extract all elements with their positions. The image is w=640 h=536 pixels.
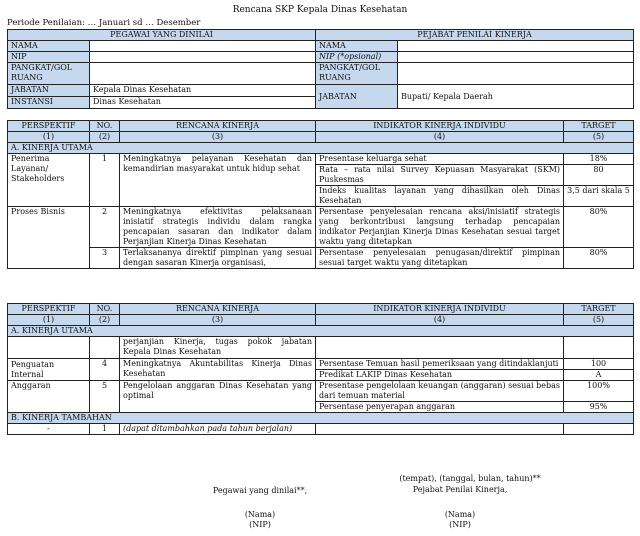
col-num: (5) — [564, 315, 634, 326]
periode-penilaian: Periode Penilaian: … Januari sd … Desember — [7, 18, 201, 28]
indikator-cell — [316, 337, 564, 359]
indikator-cell: Predikat LAKIP Dinas Kesehatan — [316, 370, 564, 381]
target-cell: 80% — [564, 248, 634, 269]
col-target: TARGET — [564, 121, 634, 132]
pejabat-signature-title: Pejabat Penilai Kinerja, — [412, 485, 508, 494]
section-kinerja-utama: A. KINERJA UTAMA — [8, 143, 634, 154]
pejabat-nip-field[interactable] — [398, 52, 634, 63]
identity-table — [7, 29, 634, 109]
pegawai-nama-placeholder: (Nama) — [244, 510, 276, 519]
rencana-cell: Terlaksananya direktif pimpinan yang sesuai dengan sasaran Kinerja organisasi, — [120, 248, 316, 269]
rencana-cell: (dapat ditambahkan pada tahun berjalan) — [120, 424, 316, 435]
perspektif-cell: Anggaran — [8, 381, 90, 413]
row-no: 5 — [90, 381, 120, 413]
col-rencana: RENCANA KINERJA — [120, 121, 316, 132]
col-num: (4) — [316, 132, 564, 143]
pegawai-nip-label: NIP — [8, 52, 90, 63]
indikator-cell: Presentase keluarga sehat — [316, 154, 564, 165]
col-perspektif: PERSPEKTIF — [8, 304, 90, 315]
kinerja-table-2 — [7, 303, 634, 435]
col-num: (3) — [120, 132, 316, 143]
pegawai-jabatan-value: Kepala Dinas Kesehatan — [90, 85, 316, 97]
pegawai-nip-field[interactable] — [90, 52, 316, 63]
pegawai-nip-placeholder: (NIP) — [249, 520, 271, 529]
indikator-cell — [316, 424, 564, 435]
row-no: 4 — [90, 359, 120, 381]
row-no: 2 — [90, 207, 120, 248]
col-indikator: INDIKATOR KINERJA INDIVIDU — [316, 121, 564, 132]
col-num: (2) — [90, 132, 120, 143]
perspektif-cell: - — [8, 424, 90, 435]
col-no: NO. — [90, 304, 120, 315]
indikator-cell: Persentase penyelesaian rencana aksi/inisiatif strategis yang berkontribusi langsung terhadap pencapaian indikator Perjanjian Kinerja Dinas Kesehatan sesuai target waktu yang ditetapkan — [316, 207, 564, 248]
col-num: (1) — [8, 315, 90, 326]
pejabat-header: PEJABAT PENILAI KINERJA — [316, 30, 634, 41]
target-cell: 80% — [564, 207, 634, 248]
col-num: (2) — [90, 315, 120, 326]
pegawai-instansi-label: INSTANSI — [8, 97, 90, 109]
col-num: (1) — [8, 132, 90, 143]
pegawai-nama-label: NAMA — [8, 41, 90, 52]
rencana-cell: perjanjian Kinerja, tugas pokok jabatan Kepala Dinas Kesehatan — [120, 337, 316, 359]
pejabat-nama-field[interactable] — [398, 41, 634, 52]
pejabat-pangkat-label: PANGKAT/GOL RUANG — [316, 63, 398, 85]
pejabat-jabatan-value: Bupati/ Kepala Daerah — [398, 85, 634, 109]
indikator-cell: Persentase penyerapan anggaran — [316, 402, 564, 413]
pejabat-jabatan-label: JABATAN — [316, 85, 398, 109]
pegawai-instansi-value: Dinas Kesehatan — [90, 97, 316, 109]
pegawai-pangkat-field[interactable] — [90, 63, 316, 85]
target-cell: 3,5 dari skala 5 — [564, 186, 634, 207]
col-num: (3) — [120, 315, 316, 326]
pegawai-signature-title: Pegawai yang dinilai**, — [212, 486, 308, 495]
indikator-cell: Presentase pengelolaan keuangan (anggaran) sesuai bebas dari temuan material — [316, 381, 564, 402]
perspektif-cell — [8, 337, 90, 359]
perspektif-cell: Penguatan Internal — [8, 359, 90, 381]
indikator-cell: Persentase penyelesaian penugasan/direktif pimpinan sesuai target waktu yang ditetapkan — [316, 248, 564, 269]
pegawai-jabatan-label: JABATAN — [8, 85, 90, 97]
place-date: (tempat), (tanggal, bulan, tahun)** — [399, 474, 541, 483]
indikator-cell: Persentase Temuan hasil pemeriksaan yang ditindaklanjuti — [316, 359, 564, 370]
pejabat-nip-label: NIP (*opsional) — [316, 52, 398, 63]
col-rencana: RENCANA KINERJA — [120, 304, 316, 315]
section-kinerja-tambahan: B. KINERJA TAMBAHAN — [8, 413, 634, 424]
row-no: 1 — [90, 154, 120, 207]
pejabat-nip-placeholder: (NIP) — [449, 520, 471, 529]
kinerja-table-1 — [7, 120, 634, 269]
rencana-cell: Pengelolaan anggaran Dinas Kesehatan yang optimal — [120, 381, 316, 413]
col-target: TARGET — [564, 304, 634, 315]
target-cell: A — [564, 370, 634, 381]
perspektif-cell: Proses Bisnis — [8, 207, 90, 269]
indikator-cell: Rata – rata nilai Survey Kepuasan Masyarakat (SKM) Puskesmas — [316, 165, 564, 186]
target-cell: 18% — [564, 154, 634, 165]
document-title: Rencana SKP Kepala Dinas Kesehatan — [232, 5, 408, 15]
row-no: 1 — [90, 424, 120, 435]
rencana-cell: Meningkatnya Akuntabilitas Kinerja Dinas Kesehatan — [120, 359, 316, 381]
target-cell — [564, 424, 634, 435]
section-kinerja-utama: A. KINERJA UTAMA — [8, 326, 634, 337]
pegawai-pangkat-label: PANGKAT/GOL RUANG — [8, 63, 90, 85]
pejabat-pangkat-field[interactable] — [398, 63, 634, 85]
target-cell — [564, 337, 634, 359]
pegawai-header: PEGAWAI YANG DINILAI — [8, 30, 316, 41]
col-num: (5) — [564, 132, 634, 143]
col-num: (4) — [316, 315, 564, 326]
target-cell: 100 — [564, 359, 634, 370]
target-cell: 80 — [564, 165, 634, 186]
col-no: NO. — [90, 121, 120, 132]
indikator-cell: Indeks kualitas layanan yang dihasilkan oleh Dinas Kesehatan — [316, 186, 564, 207]
col-perspektif: PERSPEKTIF — [8, 121, 90, 132]
col-indikator: INDIKATOR KINERJA INDIVIDU — [316, 304, 564, 315]
target-cell: 100% — [564, 381, 634, 402]
rencana-cell: Meningkatnya pelayanan Kesehatan dan kemandirian masyarakat untuk hidup sehat — [120, 154, 316, 207]
pegawai-nama-field[interactable] — [90, 41, 316, 52]
pejabat-nama-label: NAMA — [316, 41, 398, 52]
row-no — [90, 337, 120, 359]
perspektif-cell: Penerima Layanan/ Stakeholders — [8, 154, 90, 207]
rencana-cell: Meningkatnya efektivitas pelaksanaan inisiatif strategis individu dalam rangka pencapaian sasaran dan indikator dalam Perjanjian Kinerja Dinas Kesehatan — [120, 207, 316, 248]
target-cell: 95% — [564, 402, 634, 413]
row-no: 3 — [90, 248, 120, 269]
pejabat-nama-placeholder: (Nama) — [444, 510, 476, 519]
